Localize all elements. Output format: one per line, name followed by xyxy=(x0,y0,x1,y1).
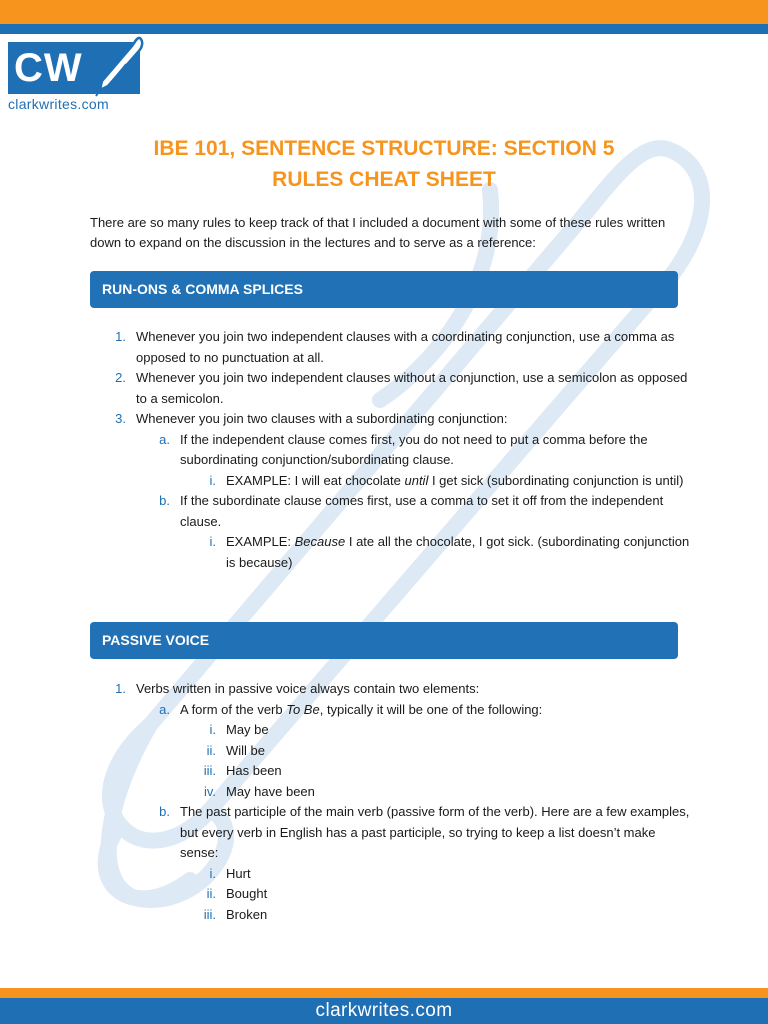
list-text: If the subordinate clause comes first, use a comma to set it off from the independent clause. xyxy=(180,493,664,529)
list-text: The past participle of the main verb (passive form of the verb). Here are a few examples, but every verb in English has a past participle, so trying to keep a list doesn’t make sense: xyxy=(180,804,690,860)
list-item xyxy=(90,327,690,368)
list-example xyxy=(90,884,690,905)
list-example xyxy=(90,864,690,885)
list-text: May have been xyxy=(226,783,315,799)
list-subitem xyxy=(90,802,690,864)
list-roman: ii. xyxy=(206,886,216,901)
top-orange-bar xyxy=(0,0,768,24)
emphasis-word: until xyxy=(404,472,429,488)
list-example xyxy=(90,905,690,926)
list-letter: a. xyxy=(159,701,170,717)
list-text: Whenever you join two independent clauses with a coordinating conjunction, use a comma as opposed to no punctuation at all. xyxy=(136,329,675,365)
list-roman: i. xyxy=(209,472,216,488)
list-subitem xyxy=(90,700,690,721)
top-blue-bar xyxy=(0,24,768,34)
list-text: Whenever you join two independent clauses without a conjunction, use a semicolon as opposed to a semicolon. xyxy=(136,370,688,406)
list-item xyxy=(90,409,690,430)
list-number: 1. xyxy=(115,329,126,344)
emphasis-word: Because xyxy=(294,534,346,549)
bottom-orange-bar xyxy=(0,988,768,998)
run-ons-rules-list xyxy=(90,327,690,573)
list-example xyxy=(90,720,690,741)
emphasis-word: To Be xyxy=(286,701,320,717)
list-text: May be xyxy=(226,722,269,737)
list-roman: iii. xyxy=(203,906,216,922)
logo-url: clarkwrites.com xyxy=(8,96,109,112)
footer-url-link[interactable]: clarkwrites.com xyxy=(315,1000,453,1021)
list-roman: iii. xyxy=(203,763,216,778)
example-text: EXAMPLE: I will eat chocolate until I get sick (subordinating conjunction is until) xyxy=(226,472,684,488)
list-text: Whenever you join two clauses with a subordinating conjunction: xyxy=(136,411,508,426)
list-number: 1. xyxy=(115,681,126,696)
list-number: 2. xyxy=(115,370,126,385)
list-letter: a. xyxy=(159,431,170,447)
intro-paragraph: There are so many rules to keep track of that I included a document with some of these rules written down to expand on the discussion in the lectures and to serve as a reference: xyxy=(90,215,666,250)
title-line-1: IBE 101, SENTENCE STRUCTURE: SECTION 5 xyxy=(153,137,615,160)
list-example xyxy=(90,532,690,573)
list-example xyxy=(90,782,690,803)
title-line-2: RULES CHEAT SHEET xyxy=(272,168,496,191)
section-header-passive-voice: PASSIVE VOICE xyxy=(90,622,678,659)
clarkwrites-logo[interactable] xyxy=(8,42,144,120)
list-text: Verbs written in passive voice always contain two elements: xyxy=(136,681,480,696)
list-example xyxy=(90,471,690,492)
list-letter: b. xyxy=(159,804,170,819)
list-subitem xyxy=(90,491,690,532)
passive-voice-rules-list xyxy=(90,679,690,925)
list-text: Bought xyxy=(226,886,268,901)
list-subitem xyxy=(90,430,690,471)
list-letter: b. xyxy=(159,493,170,508)
list-text: A form of the verb To Be, typically it will be one of the following: xyxy=(180,701,543,717)
list-text: Broken xyxy=(226,906,268,922)
list-item xyxy=(90,368,690,409)
list-example xyxy=(90,741,690,762)
list-text: Hurt xyxy=(226,865,251,881)
list-number: 3. xyxy=(115,411,126,426)
list-example xyxy=(90,761,690,782)
list-roman: ii. xyxy=(206,742,216,758)
list-text: Will be xyxy=(226,742,266,758)
example-text: EXAMPLE: Because I ate all the chocolate, I got sick. (subordinating conjunction is because) xyxy=(226,534,690,570)
list-roman: i. xyxy=(209,722,216,737)
list-text: Has been xyxy=(226,763,282,778)
list-text: If the independent clause comes first, you do not need to put a comma before the subordinating conjunction/subordinating clause. xyxy=(180,431,648,467)
page-title xyxy=(0,133,768,195)
list-roman: i. xyxy=(209,534,216,549)
pen-icon xyxy=(86,34,146,100)
section-header-run-ons: RUN-ONS & COMMA SPLICES xyxy=(90,271,678,308)
logo-letters: CW xyxy=(14,46,83,90)
list-item xyxy=(90,679,690,700)
list-roman: i. xyxy=(209,865,216,881)
list-roman: iv. xyxy=(203,783,216,799)
